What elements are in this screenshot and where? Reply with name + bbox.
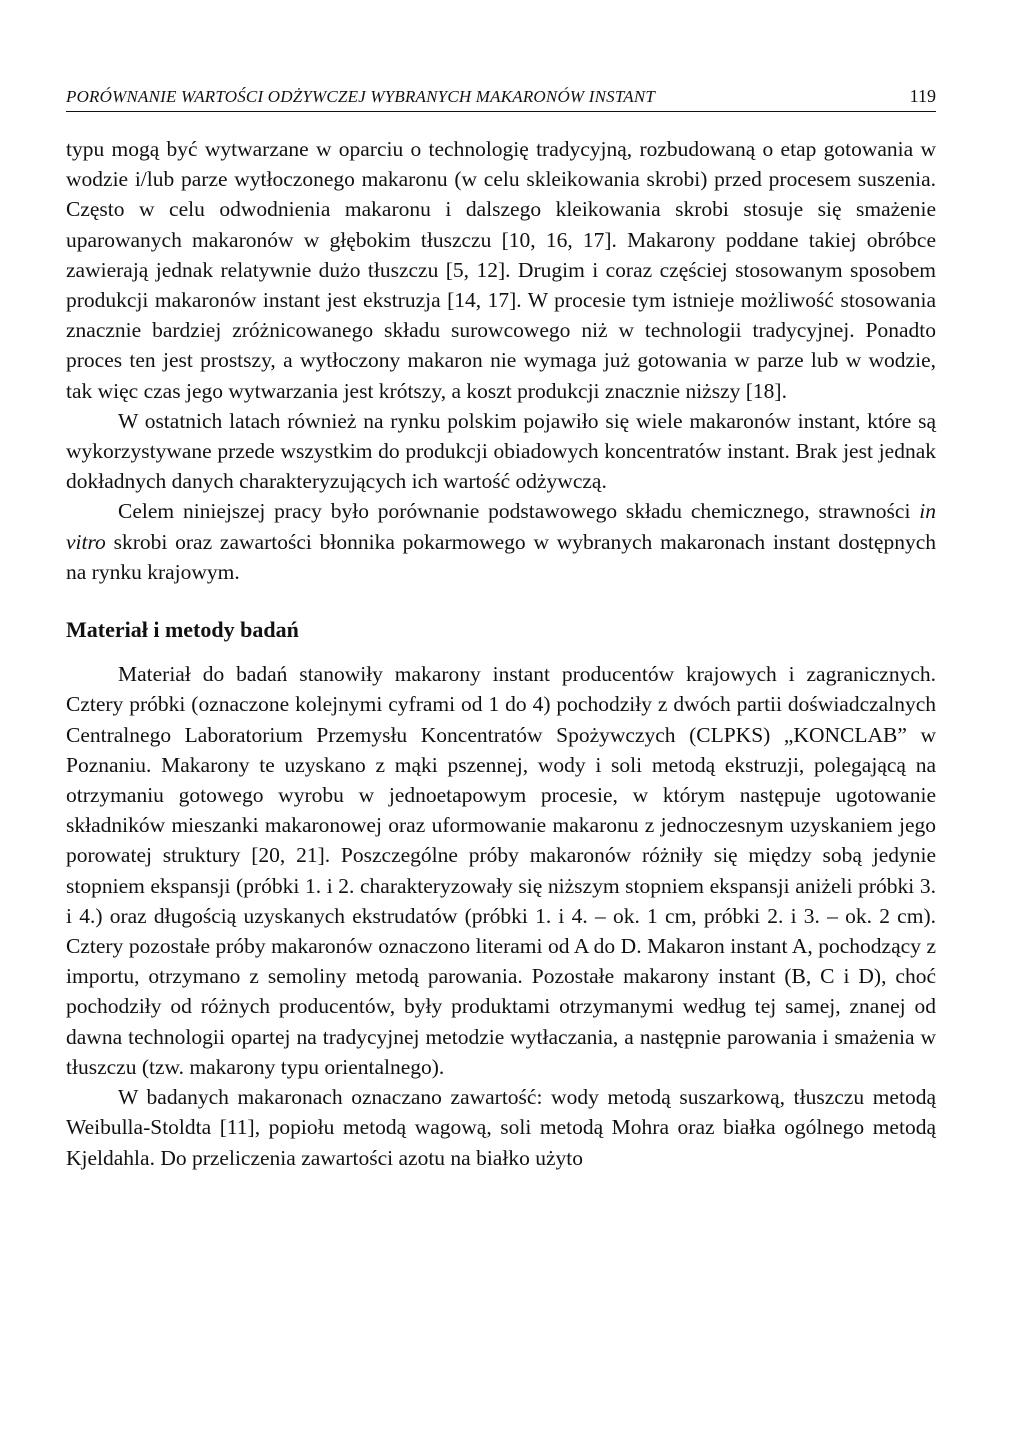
running-title: PORÓWNANIE WARTOŚCI ODŻYWCZEJ WYBRANYCH MAKARONÓW INSTANT: [66, 87, 656, 106]
body-text: [66, 134, 936, 1173]
paper-page: [66, 86, 936, 1173]
intro-paragraph-2: W ostatnich latach również na rynku polskim pojawiło się wiele makaronów instant, które są wykorzystywane przede wszystkim do produkcji obiadowych koncentratów instant. Brak jest jednak dokładnych danych charakteryzujących ich wartość odżywczą.: [66, 408, 936, 494]
intro-paragraph-3-end: skrobi oraz zawartości błonnika pokarmowego w wybranych makaronach instant dostępnych na rynku krajowym.: [66, 529, 936, 584]
methods-section: [66, 659, 936, 1172]
in-vitro-term: in vitro: [66, 499, 936, 554]
section-heading-methods: Materiał i metody badań: [66, 617, 299, 643]
page-number: 119: [909, 86, 936, 106]
intro-paragraph-1: typu mogą być wytwarzane w oparciu o technologię tradycyjną, rozbudowaną o etap gotowania w wodzie i/lub parze wytłoczonego makaronu (w celu skleikowania skrobi) przed procesem suszenia. Często w celu odwodnienia makaronu i dalszego kleikowania skrobi stosuje się smażenie uparowanych makaronów w głębokim tłuszczu [10, 16, 17]. Makarony poddane takiej obróbce zawierają jednak relatywnie dużo tłuszczu [5, 12]. Drugim i coraz częściej stosowanym sposobem produkcji makaronów instant jest ekstruzja [14, 17]. W procesie tym istnieje możliwość stosowania znacznie bardziej zróżnicowanego składu surowcowego niż w technologii tradycyjnej. Ponadto proces ten jest prostszy, a wytłoczony makaron nie wymaga już gotowania w parze lub w wodzie, tak więc czas jego wytwarzania jest krótszy, a koszt produkcji znacznie niższy [18].: [66, 137, 936, 403]
running-header: [66, 86, 936, 112]
methods-paragraph-2: W badanych makaronach oznaczano zawartość: wody metodą suszarkową, tłuszczu metodą Weibulla-Stoldta [11], popiołu metodą wagową, soli metodą Mohra oraz białka ogólnego metodą Kjeldahla. Do przeliczenia zawartości azotu na białko użyto: [66, 1085, 936, 1170]
intro-paragraph-3-start: Celem niniejszej pracy było porównanie podstawowego składu chemicznego, strawności: [118, 499, 920, 524]
methods-paragraph-1: Materiał do badań stanowiły makarony instant producentów krajowych i zagranicznych. Cztery próbki (oznaczone kolejnymi cyframi od 1 do 4) pochodziły z dwóch partii doświadczalnych Centralnego Laboratorium Przemysłu Koncentratów Spożywczych (CLPKS) „KONCLAB” w Poznaniu. Makarony te uzyskano z mąki pszennej, wody i soli metodą ekstruzji, polegającą na otrzymaniu gotowego wyrobu w jednoetapowym procesie, w którym następuje ugotowanie składników mieszanki makaronowej oraz uformowanie makaronu z jednoczesnym uzyskaniem jego porowatej struktury [20, 21]. Poszczególne próby makaronów różniły się między sobą jedynie stopniem ekspansji (próbki 1. i 2. charakteryzowały się niższym stopniem ekspansji aniżeli próbki 3. i 4.) oraz długością uzyskanych ekstrudatów (próbki 1. i 4. – ok. 1 cm, próbki 2. i 3. – ok. 2 cm). Cztery pozostałe próby makaronów oznaczono literami od A do D. Makaron instant A, pochodzący z importu, otrzymano z semoliny metodą parowania. Pozostałe makarony instant (B, C i D), choć pochodziły od różnych producentów, były produktami otrzymanymi według tej samej, znanej od dawna technologii opartej na tradycyjnej metodzie wytłaczania, a następnie parowania i smażenia w tłuszczu (tzw. makarony typu orientalnego).: [66, 662, 936, 1079]
intro-paragraph-3: [66, 496, 936, 587]
